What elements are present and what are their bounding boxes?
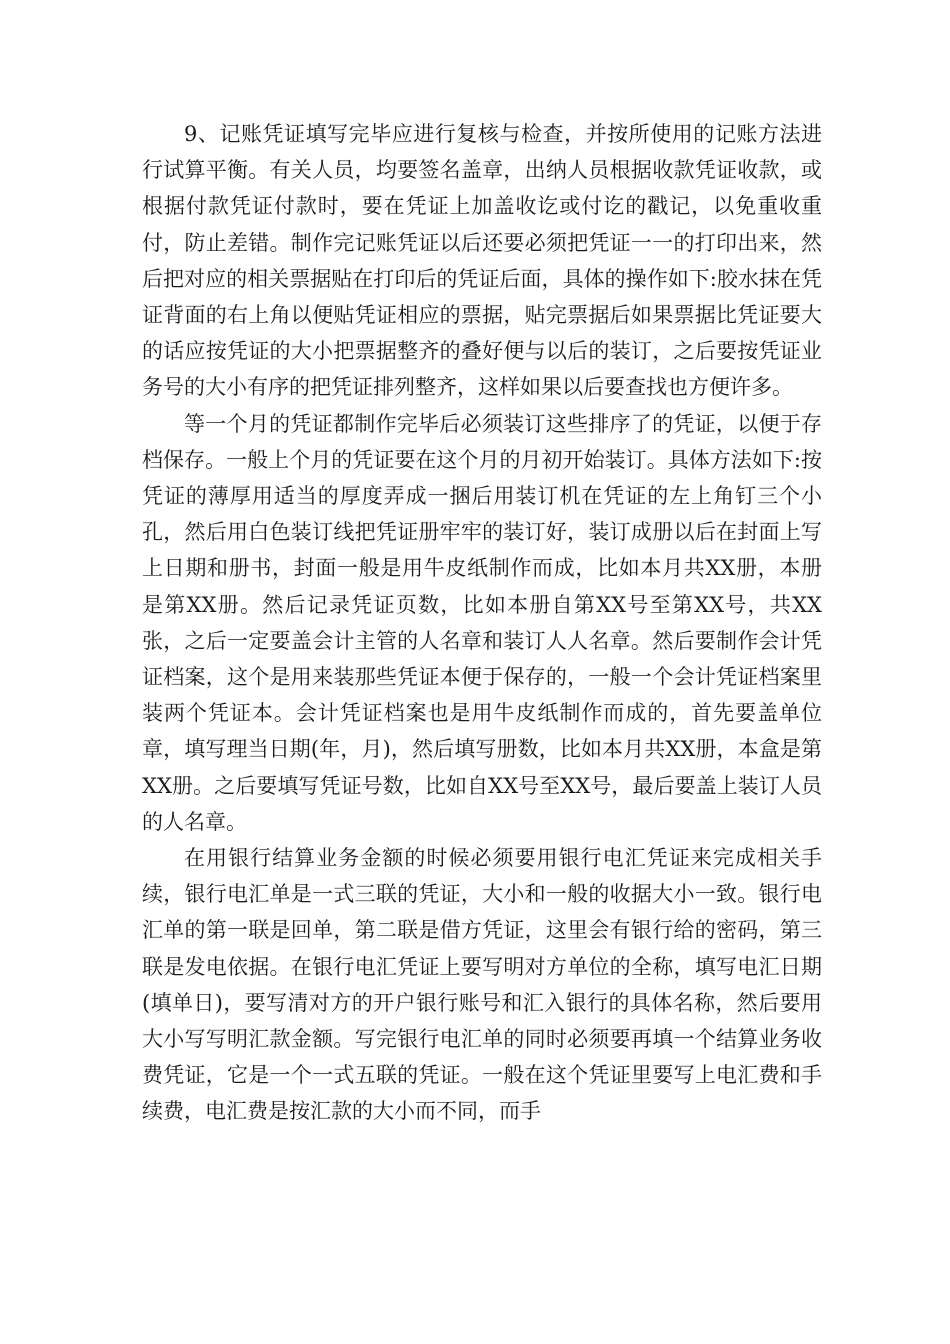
paragraph-voucher-review: 9、记账凭证填写完毕应进行复核与检查，并按所使用的记账方法进行试算平衡。有关人员，均要签名盖章，出纳人员根据收款凭证收款，或根据付款凭证付款时，要在凭证上加盖收讫或付讫的戳记，以免重收重付，防止差错。制作完记账凭证以后还要必须把凭证一一的打印出来，然后把对应的相关票据贴在打印后的凭证后面，具体的操作如下:胶水抹在凭证背面的右上角以便贴凭证相应的票据，贴完票据后如果票据比凭证要大的话应按凭证的大小把票据整齐的叠好便与以后的装订，之后要按凭证业务号的大小有序的把凭证排列整齐，这样如果以后要查找也方便许多。 xyxy=(142,122,822,400)
document-body xyxy=(142,116,822,1130)
paragraph-voucher-binding: 等一个月的凭证都制作完毕后必须装订这些排序了的凭证，以便于存档保存。一般上个月的凭证要在这个月的月初开始装订。具体方法如下:按凭证的薄厚用适当的厚度弄成一捆后用装订机在凭证的左上角钉三个小孔，然后用白色装订线把凭证册牢牢的装订好，装订成册以后在封面上写上日期和册书，封面一般是用牛皮纸制作而成，比如本月共XX册，本册是第XX册。然后记录凭证页数，比如本册自第XX号至第XX号，共XX张，之后一定要盖会计主管的人名章和装订人人名章。然后要制作会计凭证档案，这个是用来装那些凭证本便于保存的，一般一个会计凭证档案里装两个凭证本。会计凭证档案也是用牛皮纸制作而成的，首先要盖单位章，填写理当日期(年，月)，然后填写册数，比如本月共XX册，本盒是第XX册。之后要填写凭证号数，比如自XX号至XX号，最后要盖上装订人员的人名章。 xyxy=(142,411,822,834)
paragraph-bank-remittance: 在用银行结算业务金额的时候必须要用银行电汇凭证来完成相关手续，银行电汇单是一式三联的凭证，大小和一般的收据大小一致。银行电汇单的第一联是回单，第二联是借方凭证，这里会有银行给的密码，第三联是发电依据。在银行电汇凭证上要写明对方单位的全称，填写电汇日期(填单日)，要写清对方的开户银行账号和汇入银行的具体名称，然后要用大小写写明汇款金额。写完银行电汇单的同时必须要再填一个结算业务收费凭证，它是一个一式五联的凭证。一般在这个凭证里要写上电汇费和手续费，电汇费是按汇款的大小而不同，而手 xyxy=(142,846,822,1124)
